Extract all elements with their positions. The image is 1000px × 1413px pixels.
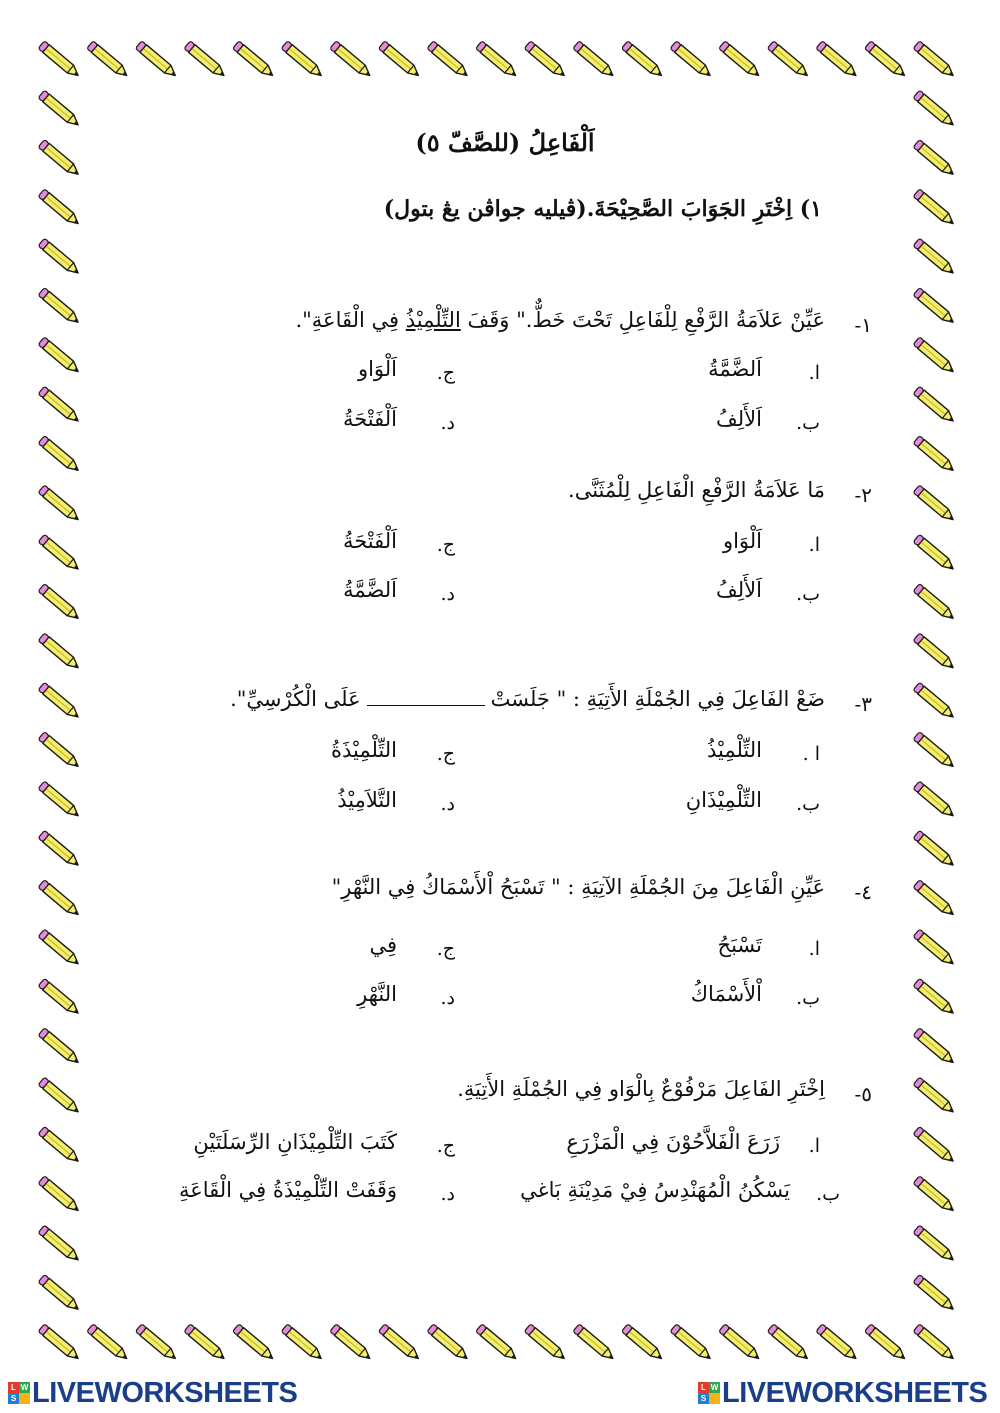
q5-option-d[interactable]: وَقَفَتْ التِّلْمِيْذَةُ فِي الْقَاعَةِ bbox=[178, 1178, 397, 1202]
q3-option-d-label: د. bbox=[440, 793, 455, 815]
liveworksheets-logo-left[interactable] bbox=[8, 1378, 297, 1408]
question-4-text: عَيِّنِ الْفَاعِلَ مِنَ الجُمْلَةِ الآتِيَةِ : " تَسْبَحُ اْلأَسْمَاكُ فِي النَّهْرِ" bbox=[331, 875, 825, 899]
logo-mark-cell: S bbox=[8, 1393, 19, 1404]
liveworksheets-mark-icon bbox=[8, 1382, 30, 1404]
q5-option-c-label: ج. bbox=[436, 1135, 455, 1157]
q4-option-c-label: ج. bbox=[436, 938, 455, 960]
question-3-text bbox=[230, 687, 825, 711]
q4-option-b[interactable]: اْلأَسْمَاكُ bbox=[690, 982, 762, 1006]
question-3-text-after: عَلَى الْكُرْسِيِّ". bbox=[230, 687, 361, 711]
q2-option-b[interactable]: اَلأَلِفُ bbox=[716, 578, 762, 602]
question-1-text-before: عَيِّنْ عَلاَمَةُ الرَّفْعِ لِلْفَاعِلِ تَحْتَ خَطٌّ." وَقَفَ bbox=[467, 308, 825, 332]
q4-option-b-label: ب. bbox=[796, 987, 820, 1009]
q2-option-b-label: ب. bbox=[796, 583, 820, 605]
q5-option-b-label: ب. bbox=[816, 1183, 840, 1205]
q3-option-a[interactable]: التِّلْمِيْذُ bbox=[706, 738, 762, 762]
q1-option-c[interactable]: اَلْوَاو bbox=[357, 357, 397, 381]
logo-mark-cell: L bbox=[698, 1382, 709, 1393]
question-5-number: ٥- bbox=[854, 1082, 872, 1106]
brand-name: LIVEWORKSHEETS bbox=[722, 1376, 988, 1409]
q1-option-a-label: ا. bbox=[808, 362, 820, 384]
q1-option-c-label: ج. bbox=[436, 362, 455, 384]
q4-option-d-label: د. bbox=[440, 987, 455, 1009]
instruction: ١) اِخْتَرِ الجَوَابَ الصَّحِيْحَةَ.(ڤيليه جواڤن يڠ بتول) bbox=[383, 196, 822, 222]
question-2-text: مَا عَلاَمَةُ الرَّفْعِ الْفَاعِلِ لِلْمُثَنَّى. bbox=[568, 478, 825, 502]
q2-option-a-label: ا. bbox=[808, 534, 820, 556]
q2-option-c-label: ج. bbox=[436, 534, 455, 556]
page-title: اَلْفَاعِلُ (للصَّفّ ٥) bbox=[415, 128, 595, 157]
logo-mark-cell bbox=[19, 1393, 30, 1404]
q5-option-a[interactable]: زَرَعَ الْفَلاَّحُوْنَ فِي الْمَزْرَعِ bbox=[566, 1130, 780, 1154]
q5-option-d-label: د. bbox=[440, 1183, 455, 1205]
logo-mark-cell: S bbox=[698, 1393, 709, 1404]
question-4-number: ٤- bbox=[854, 880, 872, 904]
q5-option-b[interactable]: يَسْكُنُ الْمُهَنْدِسُ فِيْ مَدِيْنَةِ بَاغي bbox=[520, 1178, 790, 1202]
liveworksheets-logo-right[interactable] bbox=[698, 1378, 987, 1408]
brand-name: LIVEWORKSHEETS bbox=[32, 1376, 298, 1409]
question-1-number: ١- bbox=[854, 313, 872, 337]
logo-mark-cell bbox=[709, 1393, 720, 1404]
q4-option-d[interactable]: النَّهْرِ bbox=[357, 982, 397, 1006]
q2-option-c[interactable]: اَلْفَتْحَةُ bbox=[342, 529, 397, 553]
q1-option-a[interactable]: اَلضَّمَّةُ bbox=[708, 357, 762, 381]
q3-option-a-label: ا . bbox=[802, 743, 820, 765]
q4-option-c[interactable]: فِي bbox=[369, 933, 397, 957]
q3-option-d[interactable]: التَّلاَمِيْذُ bbox=[337, 788, 397, 812]
logo-mark-cell: L bbox=[8, 1382, 19, 1393]
question-2-number: ٢- bbox=[854, 483, 872, 507]
q2-option-a[interactable]: اَلْوَاو bbox=[722, 529, 762, 553]
q3-option-b[interactable]: التِّلْمِيْذَانِ bbox=[685, 788, 762, 812]
q2-option-d-label: د. bbox=[440, 583, 455, 605]
question-3-number: ٣- bbox=[854, 692, 872, 716]
q3-option-b-label: ب. bbox=[796, 793, 820, 815]
q1-option-d[interactable]: اَلْفَتْحَةُ bbox=[342, 407, 397, 431]
q3-option-c[interactable]: التِّلْمِيْذَةُ bbox=[330, 738, 397, 762]
answer-blank[interactable] bbox=[367, 691, 485, 706]
liveworksheets-mark-icon bbox=[698, 1382, 720, 1404]
q4-option-a-label: ا. bbox=[808, 938, 820, 960]
question-3-text-before: ضَعْ الفَاعِلَ فِي الجُمْلَةِ الأَتِيَةِ : " جَلَسَتْ bbox=[490, 687, 825, 711]
question-1-underlined-word: التِّلْمِيْذُ bbox=[405, 308, 461, 332]
q4-option-a[interactable]: تَسْبَحُ bbox=[717, 933, 762, 957]
q1-option-b-label: ب. bbox=[796, 412, 820, 434]
logo-mark-cell: W bbox=[710, 1383, 719, 1392]
q5-option-a-label: ا. bbox=[808, 1135, 820, 1157]
question-1-text bbox=[295, 308, 825, 332]
q5-option-c[interactable]: كَتَبَ التِّلْمِيْذَانِ الرِّسَلَتَيْنِ bbox=[193, 1130, 397, 1154]
q1-option-b[interactable]: اَلأَلِفُ bbox=[716, 407, 762, 431]
q2-option-d[interactable]: اَلضَّمَّةُ bbox=[343, 578, 397, 602]
logo-mark-cell: W bbox=[20, 1383, 29, 1392]
question-5-text: اِخْتَرِ الفَاعِلَ مَرْفُوْعٌ بِالْوَاو فِي الجُمْلَةِ الأَتِيَةِ. bbox=[457, 1077, 825, 1101]
q1-option-d-label: د. bbox=[440, 412, 455, 434]
q3-option-c-label: ج. bbox=[436, 743, 455, 765]
question-1-text-after: فِي الْقَاعَةِ". bbox=[295, 308, 400, 332]
